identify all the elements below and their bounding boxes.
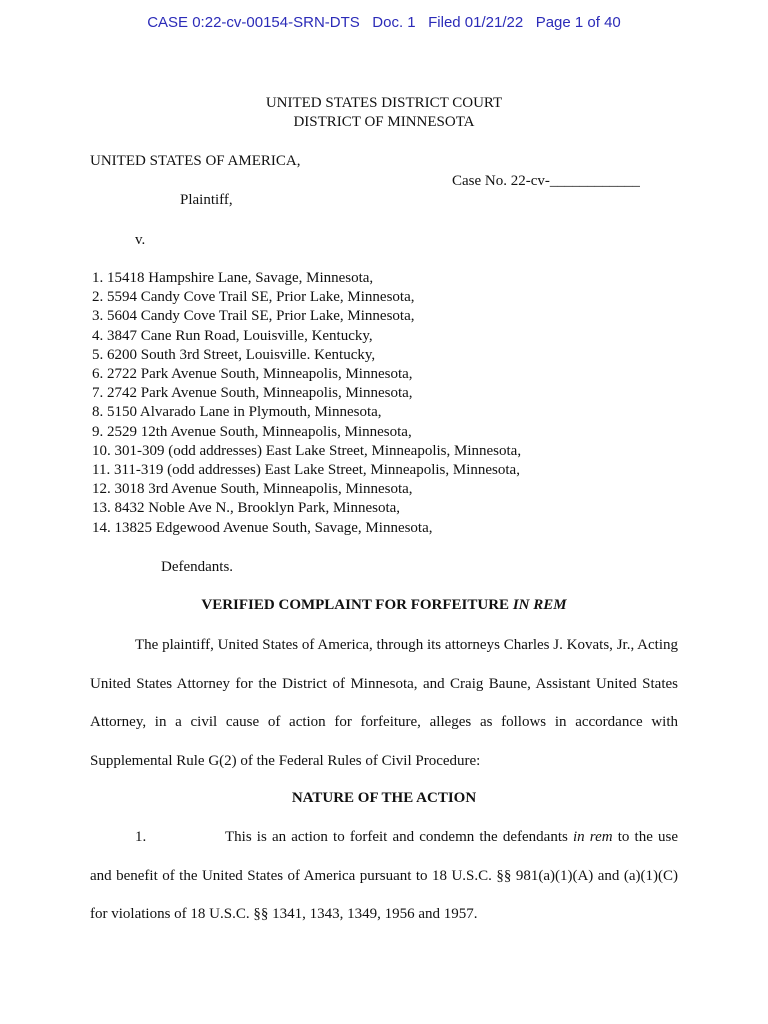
versus: v. (135, 232, 146, 248)
defendants-role: Defendants. (161, 559, 234, 575)
title-main: VERIFIED COMPLAINT FOR FORFEITURE (201, 597, 513, 613)
defendant-item: 9. 2529 12th Avenue South, Minneapolis, Minnesota, (92, 423, 412, 440)
intro-paragraph (90, 626, 678, 781)
case-header: CASE 0:22-cv-00154-SRN-DTS Doc. 1 Filed 01/21/22 Page 1 of 40 (147, 14, 621, 31)
case-number: Case No. 22-cv-____________ (452, 173, 640, 189)
defendants-list (92, 269, 521, 538)
title-italic: IN REM (512, 597, 567, 613)
section-heading: NATURE OF THE ACTION (291, 790, 477, 806)
paragraph-1 (90, 818, 678, 934)
paragraph-text-before: This is an action to forfeit and condemn the defendants (225, 829, 573, 845)
defendant-item: 6. 2722 Park Avenue South, Minneapolis, Minnesota, (92, 366, 413, 383)
defendant-item: 13. 8432 Noble Ave N., Brooklyn Park, Minnesota, (92, 500, 401, 517)
paragraph-number: 1. (135, 829, 147, 845)
defendant-item: 5. 6200 South 3rd Street, Louisville. Kentucky, (92, 346, 376, 363)
defendant-item: 4. 3847 Cane Run Road, Louisville, Kentucky, (92, 327, 373, 344)
court-line-2: DISTRICT OF MINNESOTA (293, 114, 475, 130)
paragraph-text-after: to the use and benefit of the United States of America pursuant to 18 U.S.C. §§ 981(a)(1)(A) and (a)(1)(C) for violations of 18 U.S.C. §§ 1341, 1343, 1349, 1956 and 1957. (90, 829, 678, 923)
plaintiff-name: UNITED STATES OF AMERICA, (90, 153, 301, 169)
defendant-item: 7. 2742 Park Avenue South, Minneapolis, Minnesota, (92, 385, 413, 402)
defendant-item: 2. 5594 Candy Cove Trail SE, Prior Lake, Minnesota, (92, 289, 415, 306)
court-name (0, 94, 768, 132)
plaintiff-role: Plaintiff, (180, 192, 233, 208)
paragraph-italic: in rem (572, 829, 613, 845)
defendant-item: 8. 5150 Alvarado Lane in Plymouth, Minnesota, (92, 404, 382, 421)
defendant-item: 10. 301-309 (odd addresses) East Lake Street, Minneapolis, Minnesota, (92, 442, 522, 459)
defendant-item: 3. 5604 Candy Cove Trail SE, Prior Lake, Minnesota, (92, 308, 415, 325)
intro-text: The plaintiff, United States of America, through its attorneys Charles J. Kovats, Jr., Acting United States Attorney for the District of Minnesota, and Craig Baune, Assistant United States Attorney, in a civil cause of action for forfeiture, alleges as follows in accordance with Supplemental Rule G(2) of the Federal Rules of Civil Procedure: (90, 637, 678, 770)
document-title (0, 597, 768, 614)
court-line-1: UNITED STATES DISTRICT COURT (265, 95, 503, 111)
defendant-item: 14. 13825 Edgewood Avenue South, Savage, Minnesota, (92, 519, 433, 536)
defendant-item: 12. 3018 3rd Avenue South, Minneapolis, Minnesota, (92, 481, 413, 498)
defendant-item: 11. 311-319 (odd addresses) East Lake Street, Minneapolis, Minnesota, (92, 462, 520, 479)
defendant-item: 1. 15418 Hampshire Lane, Savage, Minnesota, (92, 270, 374, 286)
